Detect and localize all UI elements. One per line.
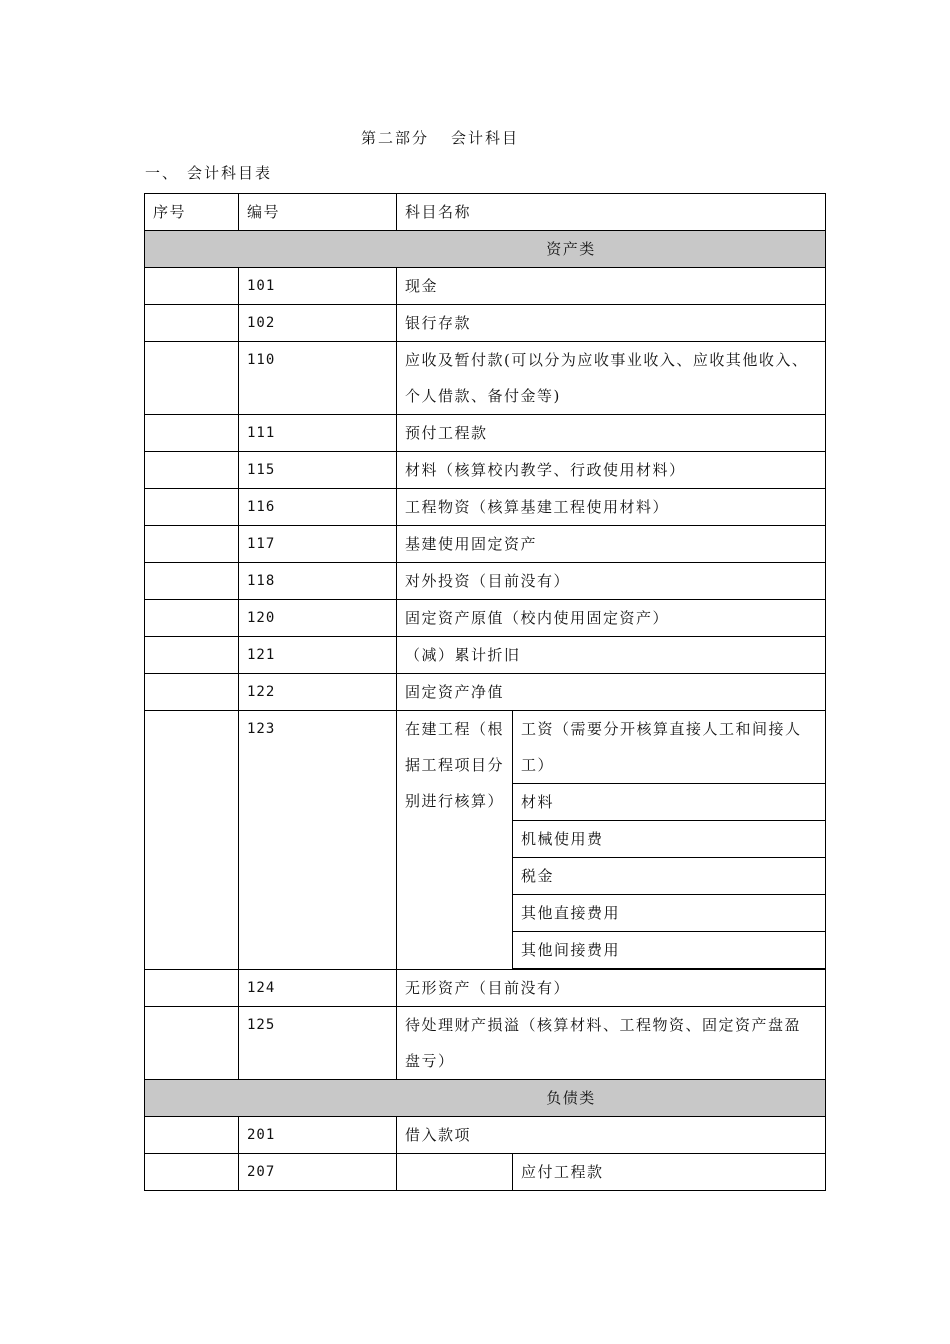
account-name: 预付工程款 (397, 415, 826, 452)
sub-account: 其他直接费用 (513, 895, 826, 932)
account-code: 122 (239, 674, 397, 711)
account-code: 121 (239, 637, 397, 674)
table-row (145, 489, 826, 526)
account-name: 基建使用固定资产 (397, 526, 826, 563)
account-name: 工程物资（核算基建工程使用材料） (397, 489, 826, 526)
page-title (0, 127, 880, 148)
account-code: 101 (239, 268, 397, 305)
table-row-in-progress (145, 711, 826, 784)
table-row (145, 563, 826, 600)
table-row (145, 637, 826, 674)
account-name: 固定资产原值（校内使用固定资产） (397, 600, 826, 637)
account-code: 125 (239, 1007, 397, 1080)
table-row (145, 415, 826, 452)
account-name: 无形资产（目前没有） (397, 970, 826, 1007)
header-seq: 序号 (145, 194, 239, 231)
category-row-assets (145, 231, 826, 268)
part-name: 会计科目 (451, 129, 520, 147)
account-code: 115 (239, 452, 397, 489)
account-name: 借入款项 (397, 1117, 826, 1154)
sub-account: 税金 (513, 858, 826, 895)
table-row (145, 600, 826, 637)
table-row (145, 526, 826, 563)
account-name (397, 1154, 513, 1191)
category-row-liabilities (145, 1080, 826, 1117)
account-name: 对外投资（目前没有） (397, 563, 826, 600)
section-number: 一、 (145, 164, 180, 182)
table-row (145, 1154, 826, 1191)
sub-account: 材料 (513, 784, 826, 821)
section-label: 会计科目表 (187, 164, 273, 182)
sub-account: 机械使用费 (513, 821, 826, 858)
section-heading (145, 162, 272, 183)
header-code: 编号 (239, 194, 397, 231)
account-code: 120 (239, 600, 397, 637)
account-code: 110 (239, 342, 397, 415)
sub-account: 工资（需要分开核算直接人工和间接人工） (513, 711, 826, 784)
category-liabilities: 负债类 (145, 1080, 826, 1117)
account-code: 102 (239, 305, 397, 342)
account-name: 在建工程（根据工程项目分别进行核算） (397, 711, 513, 970)
account-code: 207 (239, 1154, 397, 1191)
account-name: （减）累计折旧 (397, 637, 826, 674)
account-name: 银行存款 (397, 305, 826, 342)
table-row (145, 1007, 826, 1080)
category-assets: 资产类 (145, 231, 826, 268)
table-row (145, 342, 826, 415)
table-row (145, 305, 826, 342)
table-row (145, 268, 826, 305)
part-label: 第二部分 (360, 129, 429, 147)
account-name: 现金 (397, 268, 826, 305)
account-code: 201 (239, 1117, 397, 1154)
account-name: 应收及暂付款(可以分为应收事业收入、应收其他收入、个人借款、备付金等) (397, 342, 826, 415)
account-name: 材料（核算校内教学、行政使用材料） (397, 452, 826, 489)
sub-account: 其他间接费用 (513, 932, 826, 969)
account-code: 116 (239, 489, 397, 526)
account-code: 124 (239, 970, 397, 1007)
header-name: 科目名称 (397, 194, 826, 231)
account-code: 123 (239, 711, 397, 970)
sub-account: 应付工程款 (513, 1154, 826, 1191)
account-code: 117 (239, 526, 397, 563)
account-code: 111 (239, 415, 397, 452)
accounts-table (144, 193, 826, 1191)
table-row (145, 1117, 826, 1154)
table-row (145, 674, 826, 711)
account-name: 待处理财产损溢（核算材料、工程物资、固定资产盘盈盘亏） (397, 1007, 826, 1080)
table-row (145, 970, 826, 1007)
account-name: 固定资产净值 (397, 674, 826, 711)
table-row (145, 452, 826, 489)
header-row (145, 194, 826, 231)
account-code: 118 (239, 563, 397, 600)
